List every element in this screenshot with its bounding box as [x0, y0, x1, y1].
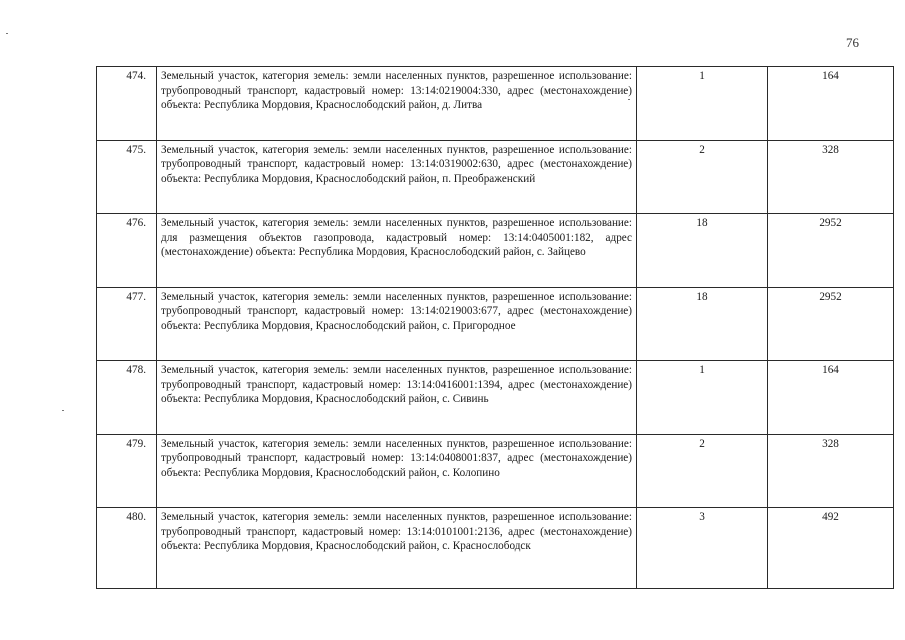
row-number-cell	[97, 434, 157, 508]
plot-description: Земельный участок, категория земель: земли населенных пунктов, разрешенное использование: для размещения объектов газопровода, кадастровый номер: 13:14:0405001:182, адрес (местонахождение) объекта: Республика Мордовия, Краснослободский район, с. Зайцево	[161, 217, 632, 259]
quantity: 18	[696, 290, 708, 303]
quantity-cell	[637, 508, 768, 589]
plot-description-cell	[157, 67, 637, 141]
area-value-cell	[768, 361, 894, 435]
area-value-cell	[768, 67, 894, 141]
plot-description: Земельный участок, категория земель: земли населенных пунктов, разрешенное использование: трубопроводный транспорт, кадастровый номер: 13:14:0219004:330, адрес (местонахождение) объекта: Республика Мордовия, Краснослободский район, д. Литва	[161, 70, 632, 112]
plot-description-cell	[157, 434, 637, 508]
plot-description: Земельный участок, категория земель: земли населенных пунктов, разрешенное использование: трубопроводный транспорт, кадастровый номер: 13:14:0416001:1394, адрес (местонахождение) объекта: Республика Мордовия, Краснослободский район, с. Сивинь	[161, 364, 632, 406]
quantity-cell	[637, 434, 768, 508]
plot-description-cell	[157, 287, 637, 361]
quantity: 18	[696, 217, 708, 229]
row-number: 474.	[126, 70, 146, 82]
area-value: 328	[822, 143, 839, 156]
quantity-cell	[637, 214, 768, 288]
plot-description-cell	[157, 361, 637, 435]
quantity: 1	[699, 70, 705, 82]
table-row	[97, 67, 894, 141]
plot-description-cell	[157, 214, 637, 288]
table-row	[97, 140, 894, 214]
plot-description-cell	[157, 140, 637, 214]
quantity: 1	[699, 364, 705, 376]
row-number: 476.	[126, 217, 146, 229]
table-row	[97, 287, 894, 361]
area-value-cell	[768, 140, 894, 214]
quantity: 2	[699, 143, 705, 156]
row-number-cell	[97, 214, 157, 288]
area-value: 164	[822, 364, 839, 376]
area-value: 164	[822, 70, 839, 82]
plot-description-cell	[157, 508, 637, 589]
quantity: 2	[699, 437, 705, 450]
area-value: 2952	[819, 290, 842, 303]
plot-description: Земельный участок, категория земель: земли населенных пунктов, разрешенное использование: трубопроводный транспорт, кадастровый номер: 13:14:0219003:677, адрес (местонахождение) объекта: Республика Мордовия, Краснослободский район, с. Пригородное	[161, 290, 632, 332]
area-value-cell	[768, 508, 894, 589]
land-plots-table	[96, 66, 894, 589]
row-number-cell	[97, 361, 157, 435]
row-number: 479.	[126, 437, 146, 450]
row-number: 478.	[126, 364, 146, 376]
row-number-cell	[97, 508, 157, 589]
table-body	[97, 67, 894, 589]
area-value-cell	[768, 214, 894, 288]
area-value: 492	[822, 511, 839, 523]
area-value: 2952	[819, 217, 842, 229]
table-row	[97, 508, 894, 589]
table-row	[97, 434, 894, 508]
row-number: 475.	[126, 143, 146, 156]
table-row	[97, 361, 894, 435]
scan-speck	[6, 33, 8, 34]
area-value: 328	[822, 437, 839, 450]
quantity-cell	[637, 361, 768, 435]
quantity-cell	[637, 287, 768, 361]
row-number: 480.	[126, 511, 146, 523]
row-number: 477.	[126, 290, 146, 303]
area-value-cell	[768, 287, 894, 361]
quantity-cell	[637, 140, 768, 214]
plot-description: Земельный участок, категория земель: земли населенных пунктов, разрешенное использование: трубопроводный транспорт, кадастровый номер: 13:14:0101001:2136, адрес (местонахождение) объекта: Республика Мордовия, Краснослободский район, с. Краснослободск	[161, 511, 632, 553]
scan-speck	[62, 410, 64, 411]
row-number-cell	[97, 67, 157, 141]
table-row	[97, 214, 894, 288]
page-number: 76	[846, 35, 859, 50]
row-number-cell	[97, 287, 157, 361]
plot-description: Земельный участок, категория земель: земли населенных пунктов, разрешенное использование: трубопроводный транспорт, кадастровый номер: 13:14:0319002:630, адрес (местонахождение) объекта: Республика Мордовия, Краснослободский район, п. Преображенский	[161, 143, 632, 185]
quantity-cell	[637, 67, 768, 141]
row-number-cell	[97, 140, 157, 214]
plot-description: Земельный участок, категория земель: земли населенных пунктов, разрешенное использование: трубопроводный транспорт, кадастровый номер: 13:14:0408001:837, адрес (местонахождение) объекта: Республика Мордовия, Краснослободский район, с. Колопино	[161, 437, 632, 479]
quantity: 3	[699, 511, 705, 523]
area-value-cell	[768, 434, 894, 508]
